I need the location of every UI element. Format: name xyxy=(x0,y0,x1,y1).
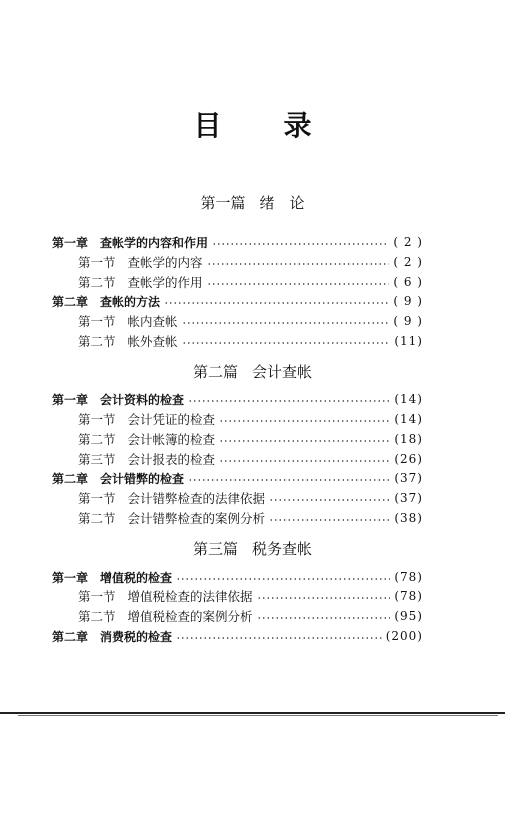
toc-entry-section[interactable] xyxy=(78,430,423,448)
part-number: 第二篇 xyxy=(192,363,238,381)
toc-entry-chapter[interactable] xyxy=(52,568,423,586)
toc-entry-chapter[interactable] xyxy=(52,390,423,408)
toc-entry-section[interactable] xyxy=(78,509,423,527)
dot-leader xyxy=(219,434,390,444)
part-name: 税务查帐 xyxy=(252,540,313,558)
entry-number: 第三节 xyxy=(78,452,116,467)
toc-entry-chapter[interactable] xyxy=(52,627,423,645)
toc-entry-section[interactable] xyxy=(78,410,423,428)
entry-number: 第二章 xyxy=(52,629,89,644)
page-edge-rule-shadow xyxy=(18,715,498,716)
toc-entry-chapter[interactable] xyxy=(52,292,423,310)
entry-page: (37) xyxy=(394,471,423,485)
entry-title: 帐外查帐 xyxy=(127,334,178,349)
entry-title: 增值税检查的法律依据 xyxy=(127,589,253,604)
entry-title: 消费税的检查 xyxy=(100,629,173,644)
dot-leader xyxy=(176,572,390,582)
entry-page: ( 9 ) xyxy=(393,314,423,328)
entry-title: 查帐学的作用 xyxy=(127,275,203,290)
entry-title: 帐内查帐 xyxy=(127,314,178,329)
entry-page: (26) xyxy=(394,452,423,466)
part-name: 绪 论 xyxy=(259,194,305,212)
toc-entry-section[interactable] xyxy=(78,607,423,625)
dot-leader xyxy=(188,394,390,404)
entry-number: 第一节 xyxy=(78,589,116,604)
entry-title: 会计帐簿的检查 xyxy=(127,432,216,447)
toc-entry-section[interactable] xyxy=(78,489,423,507)
part-name: 会计查帐 xyxy=(252,363,313,381)
part-number: 第一篇 xyxy=(200,194,246,212)
dot-leader xyxy=(219,454,390,464)
dot-leader xyxy=(257,591,391,601)
part-number: 第三篇 xyxy=(192,540,238,558)
entry-page: (18) xyxy=(394,432,423,446)
toc-entry-chapter[interactable] xyxy=(52,233,423,251)
entry-title: 会计报表的检查 xyxy=(127,452,216,467)
part-heading xyxy=(0,538,505,559)
entry-page: ( 2 ) xyxy=(393,255,423,269)
entry-page: ( 2 ) xyxy=(393,235,423,249)
toc-entry-chapter[interactable] xyxy=(52,469,423,487)
part-heading xyxy=(0,192,505,213)
entry-title: 会计错弊检查的案例分析 xyxy=(127,511,266,526)
entry-title: 查帐的方法 xyxy=(100,294,161,309)
entry-page: (11) xyxy=(394,334,423,348)
entry-title: 增值税的检查 xyxy=(100,570,173,585)
entry-title: 会计错弊检查的法律依据 xyxy=(127,491,266,506)
entry-title: 增值税检查的案例分析 xyxy=(127,609,253,624)
entry-page: (38) xyxy=(394,511,423,525)
entry-number: 第一章 xyxy=(52,570,89,585)
dot-leader xyxy=(257,611,391,621)
entry-title: 查帐学的内容 xyxy=(127,255,203,270)
dot-leader xyxy=(182,316,390,326)
dot-leader xyxy=(188,473,390,483)
toc-title-left: 目 xyxy=(193,109,222,142)
page-edge-rule xyxy=(0,712,505,714)
entry-number: 第二章 xyxy=(52,294,89,309)
toc-entry-section[interactable] xyxy=(78,273,423,291)
entry-number: 第二节 xyxy=(78,609,116,624)
dot-leader xyxy=(212,237,389,247)
entry-page: (37) xyxy=(394,491,423,505)
entry-title: 会计资料的检查 xyxy=(100,392,185,407)
entry-number: 第一节 xyxy=(78,314,116,329)
entry-page: (14) xyxy=(394,392,423,406)
entry-page: (14) xyxy=(394,412,423,426)
entry-number: 第一节 xyxy=(78,255,116,270)
dot-leader xyxy=(182,336,391,346)
dot-leader xyxy=(269,513,390,523)
toc-title xyxy=(0,104,505,144)
entry-title: 会计错弊的检查 xyxy=(100,471,185,486)
toc-entry-section[interactable] xyxy=(78,587,423,605)
toc-entry-section[interactable] xyxy=(78,312,423,330)
entry-number: 第二节 xyxy=(78,432,116,447)
entry-number: 第二章 xyxy=(52,471,89,486)
entry-page: (78) xyxy=(394,570,423,584)
part-heading xyxy=(0,361,505,382)
entry-number: 第一章 xyxy=(52,235,89,250)
entry-number: 第二节 xyxy=(78,334,116,349)
dot-leader xyxy=(176,631,382,641)
dot-leader xyxy=(219,414,390,424)
dot-leader xyxy=(207,277,390,287)
toc-title-right: 录 xyxy=(283,109,312,142)
entry-page: (200) xyxy=(385,629,423,643)
entry-number: 第二节 xyxy=(78,511,116,526)
entry-number: 第一节 xyxy=(78,491,116,506)
toc-entry-section[interactable] xyxy=(78,450,423,468)
dot-leader xyxy=(269,493,390,503)
toc-entry-section[interactable] xyxy=(78,332,423,350)
entry-page: ( 6 ) xyxy=(393,275,423,289)
entry-number: 第一节 xyxy=(78,412,116,427)
toc-entry-section[interactable] xyxy=(78,253,423,271)
entry-page: ( 9 ) xyxy=(393,294,423,308)
entry-page: (95) xyxy=(394,609,423,623)
dot-leader xyxy=(207,257,390,267)
entry-number: 第二节 xyxy=(78,275,116,290)
entry-title: 会计凭证的检查 xyxy=(127,412,216,427)
entry-page: (78) xyxy=(394,589,423,603)
dot-leader xyxy=(164,296,389,306)
entry-number: 第一章 xyxy=(52,392,89,407)
entry-title: 查帐学的内容和作用 xyxy=(100,235,209,250)
